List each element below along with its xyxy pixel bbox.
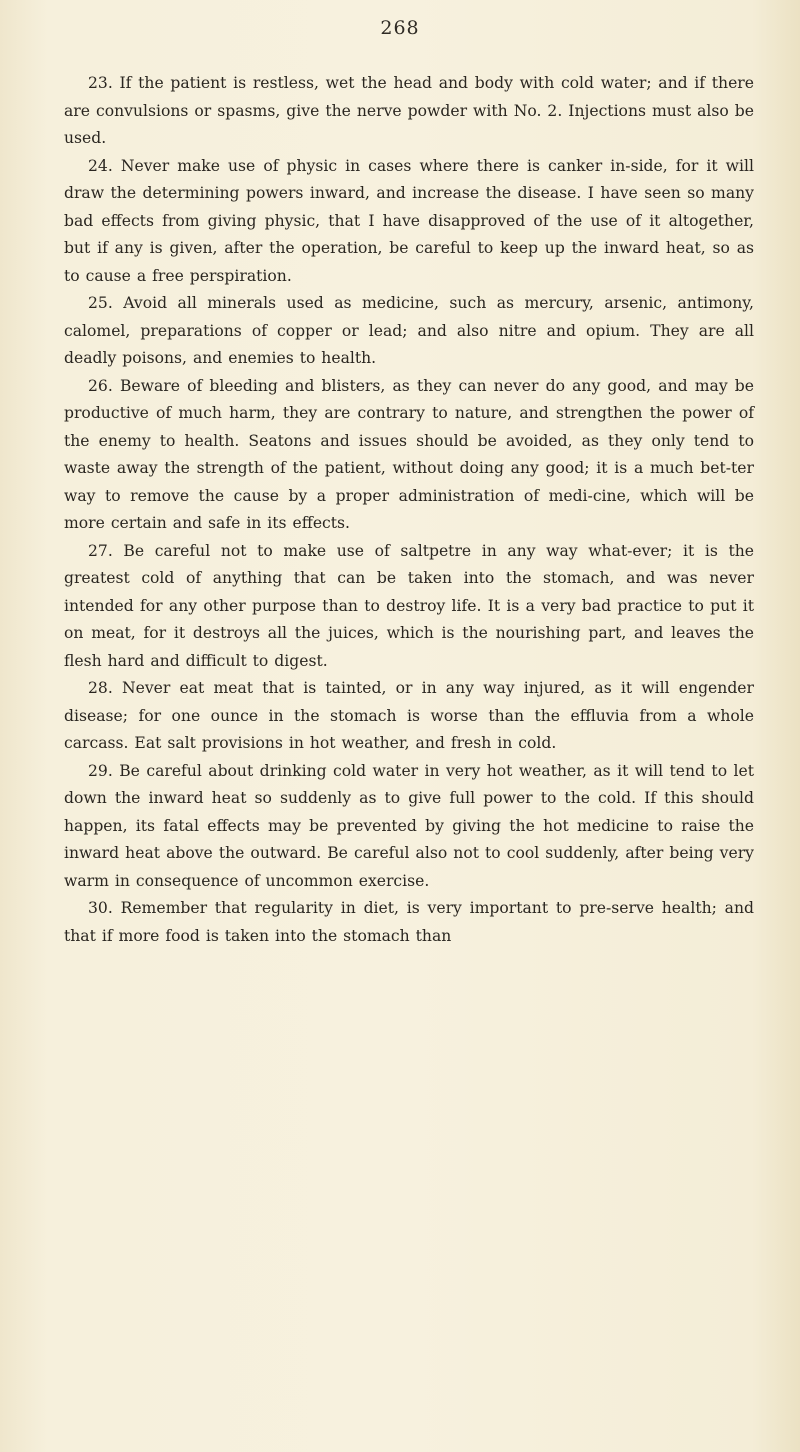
- paragraph-27: 27. Be careful not to make use of saltpetre in any way what-ever; it is the greatest cold of anything that can be taken into the stomach, and was never intended for any other purpose than to destroy life. It is a very bad practice to put it on meat, for it destroys all the juices, which is the nourishing part, and leaves the flesh hard and difficult to digest.: [64, 541, 754, 670]
- paragraph-25: 25. Avoid all minerals used as medicine, such as mercury, arsenic, antimony, calomel, preparations of copper or lead; and also nitre and opium. They are all deadly poisons, and enemies to health.: [64, 294, 754, 367]
- paragraph-28: 28. Never eat meat that is tainted, or in any way injured, as it will engender disease; for one ounce in the stomach is worse than the effluvia from a whole carcass. Eat salt provisions in hot weather, and fresh in cold.: [64, 679, 754, 752]
- body-text: [64, 70, 754, 950]
- paragraph-24: 24. Never make use of physic in cases where there is canker in-side, for it will draw the determining powers inward, and increase the disease. I have seen so many bad effects from giving physic, that I have disapproved of the use of it altogether, but if any is given, after the operation, be careful to keep up the inward heat, so as to cause a free perspiration.: [64, 156, 754, 285]
- paragraph-30: 30. Remember that regularity in diet, is very important to pre-serve health; and that if more food is taken into the stomach than: [64, 899, 754, 945]
- paragraph-29: 29. Be careful about drinking cold water in very hot weather, as it will tend to let down the inward heat so suddenly as to give full power to the cold. If this should happen, its fatal effects may be prevented by giving the hot medicine to raise the inward heat above the outward. Be careful also not to cool suddenly, after being very warm in consequence of uncommon exercise.: [64, 761, 754, 890]
- page-number: 268: [380, 17, 420, 39]
- paragraph-23: 23. If the patient is restless, wet the head and body with cold water; and if there are convulsions or spasms, give the nerve powder with No. 2. Injections must also be used.: [64, 74, 754, 147]
- paragraph-26: 26. Beware of bleeding and blisters, as they can never do any good, and may be productive of much harm, they are contrary to nature, and strengthen the power of the enemy to health. Seatons and issues should be avoided, as they only tend to waste away the strength of the patient, without doing any good; it is a much bet-ter way to remove the cause by a proper administration of medi-cine, which will be more certain and safe in its effects.: [64, 376, 754, 532]
